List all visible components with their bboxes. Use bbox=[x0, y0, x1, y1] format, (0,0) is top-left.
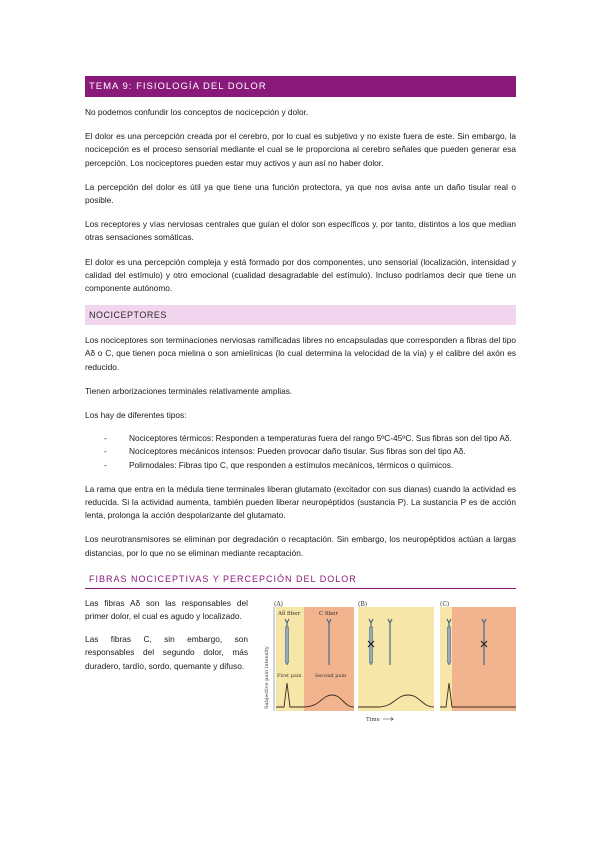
intro-paragraph: El dolor es una percepción creada por el cerebro, por lo cual es subjetivo y no existe fuera de este. Sin embargo, la nocicepción es el proceso sensorial mediante el cual se le proporciona al cerebro señales que pueden generar esa percepción. Los nociceptores pueden estar muy activos y aun así no haber dolor. bbox=[85, 131, 516, 168]
a-fiber-label: Aδ fiber bbox=[278, 610, 301, 617]
nociceptor-types-list bbox=[85, 432, 516, 472]
y-axis-label: Subjective pain intensity bbox=[264, 646, 270, 709]
pain-fibers-diagram bbox=[260, 597, 516, 737]
second-pain-label: Second pain bbox=[315, 672, 347, 679]
panel-a-yellow-bg bbox=[276, 607, 304, 711]
pain-fibers-figure bbox=[260, 597, 516, 737]
fibras-section bbox=[85, 597, 516, 737]
list-item bbox=[85, 445, 516, 458]
intro-paragraph: Los receptores y vías nerviosas centrales que guían el dolor son específicos y, por tanto, distintos a los que median otras sensaciones somáticas. bbox=[85, 219, 516, 243]
intro-paragraph: La percepción del dolor es útil ya que tiene una función protectora, ya que nos avisa ante un daño tisular real o posible. bbox=[85, 181, 516, 206]
c-fiber-label: C fiber bbox=[319, 610, 339, 617]
fibras-text bbox=[85, 597, 248, 737]
dash-bullet: - bbox=[104, 446, 107, 457]
noci-paragraph: Los hay de diferentes tipos: bbox=[85, 410, 187, 421]
panel-a-label: (A) bbox=[274, 600, 284, 608]
time-arrow-icon bbox=[383, 717, 393, 720]
list-item-text: Nociceptores térmicos: Responden a temperaturas fuera del rango 5ºC-45ºC. Sus fibras son del tipo Aδ. bbox=[129, 433, 512, 444]
list-item bbox=[85, 459, 516, 472]
main-heading: TEMA 9: FISIOLOGÍA DEL DOLOR bbox=[85, 76, 516, 97]
fibras-paragraph: Las fibras Aδ son las responsables del primer dolor, el cual es agudo y localizado. bbox=[85, 597, 248, 622]
dash-bullet: - bbox=[104, 433, 107, 444]
noci-paragraph: Los neurotransmisores se eliminan por degradación o recaptación. Sin embargo, los neuropéptidos actúan a largas distancias, por lo que no se eliminan mediante recaptación. bbox=[85, 534, 516, 558]
list-item-text: Nociceptores mecánicos intensos: Pueden provocar daño tisular. Sus fibras son del tipo Aδ. bbox=[129, 446, 466, 457]
noci-paragraph: La rama que entra en la médula tiene terminales liberan glutamato (excitador con sus dianas) cuando la actividad es reducida. Si la actividad aumenta, también pueden liberar neuropéptidos (sustancia P). La sustancia P es de acción lenta, prolonga la acción despolarizante del glutamato. bbox=[85, 483, 516, 521]
x-axis-label: Time bbox=[366, 716, 380, 723]
noci-paragraph: Los nociceptores son terminaciones nerviosas ramificadas libres no encapsuladas que corresponden a fibras del tipo Aδ o C, que tienen poca mielina o son amielínicas (lo cual determina la velocidad de la vía) y el calibre del axón es reducido. bbox=[85, 335, 516, 372]
intro-paragraph: El dolor es una percepción compleja y está formado por dos componentes, uno sensorial (localización, intensidad y calidad del estímulo) y otro emocional (cualidad desagradable del estímulo). Incluso podríamos decir que tiene un componente autónomo. bbox=[85, 256, 516, 294]
list-item-text: Polimodales: Fibras tipo C, que responden a estímulos mecánicos, térmicos o químicos. bbox=[129, 459, 454, 470]
panel-c-label: (C) bbox=[440, 600, 450, 608]
section-heading-nociceptores: NOCICEPTORES bbox=[85, 305, 516, 325]
intro-paragraph: No podemos confundir los conceptos de nocicepción y dolor. bbox=[85, 107, 309, 117]
noci-paragraph: Tienen arborizaciones terminales relativamente amplias. bbox=[85, 385, 293, 396]
section-heading-fibras: FIBRAS NOCICEPTIVAS Y PERCEPCIÓN DEL DOLOR bbox=[85, 572, 516, 589]
fibras-paragraph: Las fibras C, sin embargo, son responsables del segundo dolor, más duradero, tardío, sordo, quemante y difuso. bbox=[85, 634, 248, 671]
list-item bbox=[85, 432, 516, 445]
panel-b-label: (B) bbox=[358, 600, 368, 608]
dash-bullet: - bbox=[104, 459, 107, 470]
first-pain-label: First pain bbox=[277, 672, 302, 679]
document-page bbox=[85, 76, 516, 737]
